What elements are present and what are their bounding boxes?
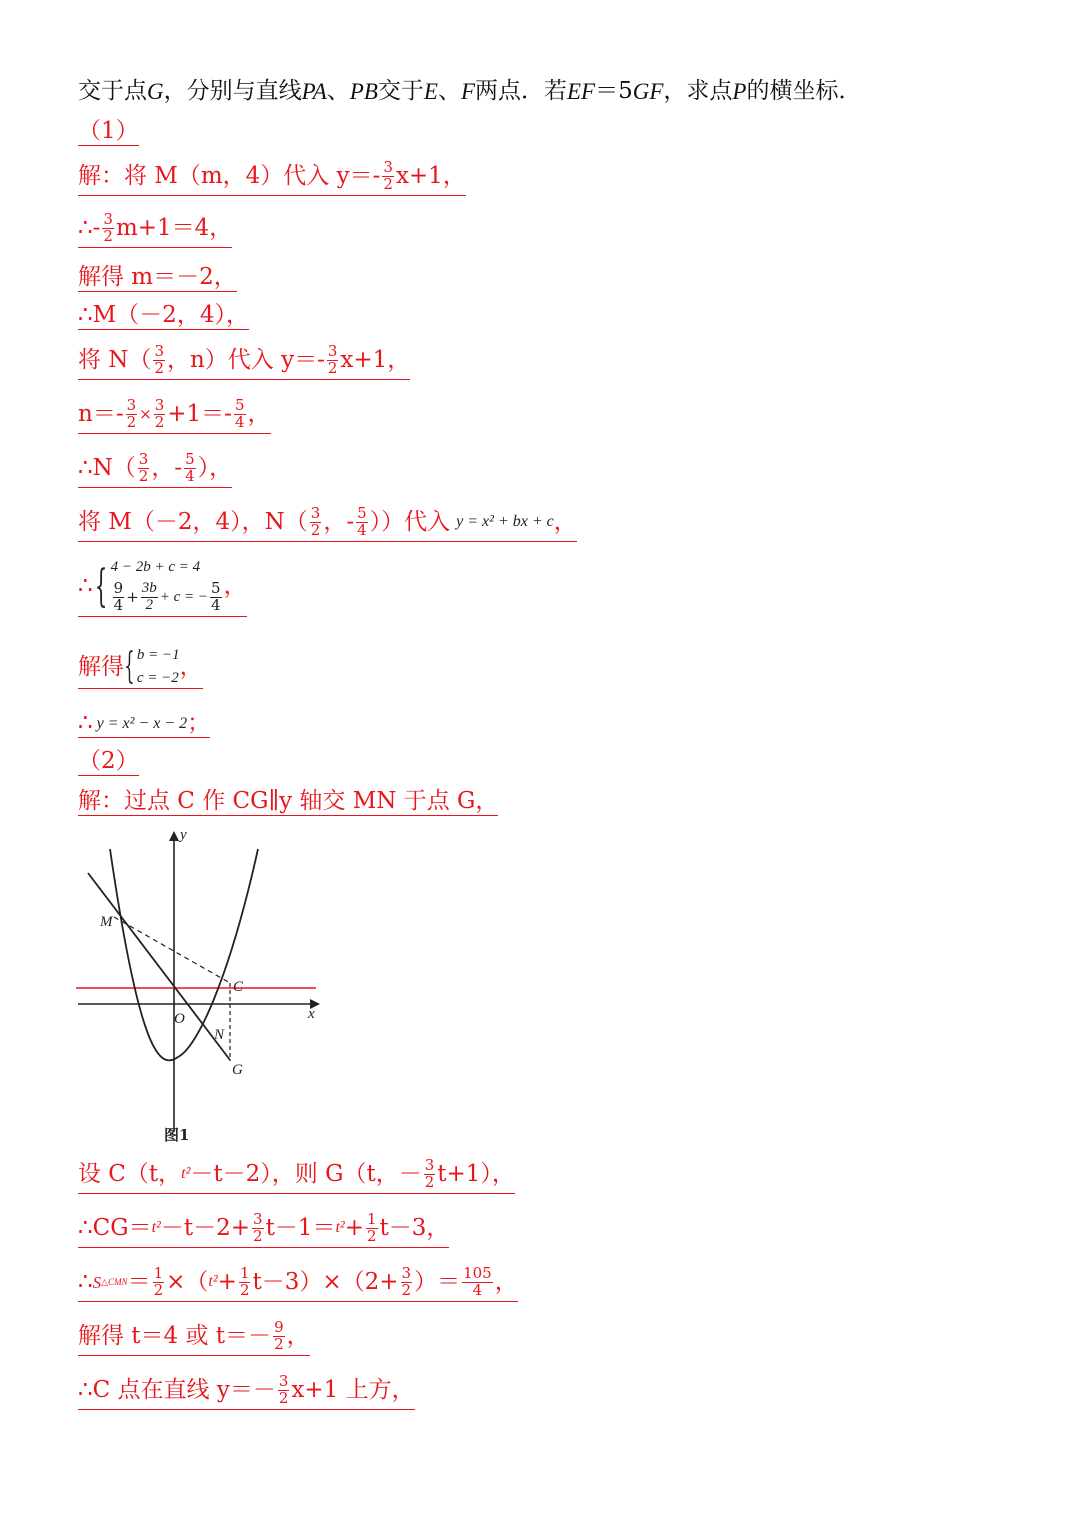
math-expression: t² <box>335 1219 345 1237</box>
brace-icon: { <box>94 560 107 612</box>
text: + <box>217 1268 237 1295</box>
point-g-label: G <box>232 1062 243 1078</box>
figure-1 <box>70 825 330 1145</box>
equation-row: $\frac{9}{4}$ + $\frac{3b}{2}$ + c = − $\frac{5}{4}$ <box>113 579 221 614</box>
solution-line-2 <box>78 212 232 248</box>
problem-intro <box>78 80 861 105</box>
text: （2） <box>78 748 139 774</box>
text: ∴N（ <box>78 454 136 481</box>
solution-line-8 <box>78 506 577 542</box>
text: GF <box>632 79 664 104</box>
text: ∴CG＝ <box>78 1214 152 1241</box>
fraction: $\frac{1}{2}$ <box>366 1210 377 1245</box>
fraction: $\frac{3}{2}$ <box>278 1372 289 1407</box>
y-axis-arrow-icon <box>169 831 179 841</box>
fraction: $\frac{3}{2}$ <box>103 210 113 245</box>
math-expression: y = x² + bx + c <box>456 513 554 531</box>
text: P <box>732 79 747 104</box>
text: ，分别与直线 <box>163 78 302 104</box>
text: －t－2+ <box>160 1214 251 1241</box>
solution-line-6 <box>78 398 271 434</box>
fraction: $\frac{5}{4}$ <box>185 450 195 485</box>
text: 解：将 M（m，4）代入 y＝- <box>78 162 381 189</box>
part2-step-2 <box>78 1212 449 1248</box>
text: × <box>139 404 152 423</box>
text: 解：过点 C 作 CG∥y 轴交 MN 于点 G， <box>78 788 499 814</box>
text: 交于 <box>377 78 424 104</box>
text: t－3）×（2+ <box>252 1268 399 1295</box>
math-expression: t² <box>208 1273 218 1291</box>
equation-system <box>124 648 180 686</box>
text: n＝- <box>78 400 124 427</box>
text: ， <box>494 1268 518 1295</box>
part2-step-1 <box>78 1158 515 1194</box>
part2-step-4 <box>78 1320 310 1356</box>
text: ∴- <box>78 214 101 241</box>
text: ）， <box>197 454 233 481</box>
text: +1＝- <box>167 400 232 427</box>
figure-caption: 图1 <box>164 1126 190 1144</box>
solution-line-9 <box>78 560 247 617</box>
solution-line-4 <box>78 304 249 330</box>
solution-line-7 <box>78 452 232 488</box>
text: ； <box>187 710 211 736</box>
fraction: $\frac{1}{2}$ <box>153 1264 164 1299</box>
text: 将 N（ <box>78 346 152 373</box>
text: t－1＝ <box>265 1214 336 1241</box>
solution-line-3 <box>78 266 237 292</box>
text: ∴M（－2，4）， <box>78 302 249 328</box>
solution-line-10 <box>78 648 203 689</box>
point-m-label: M <box>100 914 113 930</box>
text: ＝ <box>127 1268 151 1295</box>
text: x+1 上方， <box>291 1376 415 1403</box>
math-expression: t² <box>151 1219 161 1237</box>
text: ））代入 <box>369 508 451 535</box>
text: F <box>460 79 475 104</box>
fraction: $\frac{105}{4}$ <box>463 1264 492 1299</box>
line-mn <box>88 873 230 1060</box>
text: ， <box>247 400 271 427</box>
text: ∴ <box>78 1268 93 1295</box>
fraction: $\frac{3}{2}$ <box>401 1264 412 1299</box>
part2-label <box>78 750 139 776</box>
point-c-label: C <box>233 979 244 995</box>
text: 将 M（－2，4），N（ <box>78 508 308 535</box>
brace-icon: { <box>124 646 135 687</box>
parabola-curve <box>110 849 258 1060</box>
equation-row: 4 − 2b + c = 4 <box>110 559 201 575</box>
subscript: △CMN <box>101 1276 128 1287</box>
text: ，- <box>151 454 183 481</box>
text: －t－2），则 G（t，－ <box>190 1160 422 1187</box>
solution-line-5 <box>78 344 410 380</box>
x-label: x <box>308 1006 315 1022</box>
text: 的横坐标． <box>746 78 862 104</box>
fraction: $\frac{5}{4}$ <box>357 504 367 539</box>
text: EF <box>567 79 596 104</box>
fraction: $\frac{3}{2}$ <box>424 1156 435 1191</box>
text: PA <box>301 79 327 104</box>
text: 交于点 <box>78 78 147 104</box>
fraction: $\frac{3}{2}$ <box>327 342 338 377</box>
fraction: $\frac{3}{2}$ <box>310 504 321 539</box>
text: 解得 t＝4 或 t＝－ <box>78 1322 272 1349</box>
equation-row: c = −2 <box>136 670 179 686</box>
fraction: $\frac{3}{2}$ <box>126 396 137 431</box>
text: 两点．若 <box>475 78 567 104</box>
text: x+1， <box>395 162 466 189</box>
fraction: $\frac{3}{2}$ <box>154 342 164 377</box>
text: E <box>423 79 438 104</box>
text: ×（ <box>166 1268 209 1295</box>
text: 、 <box>326 78 350 104</box>
solution-line-11 <box>78 712 210 738</box>
point-n-label: N <box>214 1027 225 1043</box>
part2-step-5 <box>78 1374 415 1410</box>
text: ∴ <box>78 710 93 736</box>
text: ， <box>179 653 203 680</box>
text: t－3， <box>379 1214 450 1241</box>
text: ＝5 <box>595 78 633 104</box>
text: ，求点 <box>663 78 733 104</box>
part2-step-3 <box>78 1266 518 1302</box>
part2-line-1 <box>78 790 498 816</box>
fraction: $\frac{5}{4}$ <box>234 396 245 431</box>
text: （1） <box>78 118 139 144</box>
math-expression: S <box>92 1272 102 1292</box>
solution-line-1 <box>78 160 466 196</box>
text: 解得 <box>78 653 124 680</box>
text: + <box>344 1214 364 1241</box>
text: ，- <box>323 508 355 535</box>
math-expression: t² <box>181 1165 191 1183</box>
fraction: $\frac{3}{2}$ <box>383 158 393 193</box>
text: ， <box>286 1322 310 1349</box>
text: ∴ <box>78 573 93 600</box>
text: ∴C 点在直线 y＝－ <box>78 1376 276 1403</box>
part1-label <box>78 120 139 146</box>
equation-system <box>93 560 224 614</box>
text: x+1， <box>340 346 411 373</box>
text: 解得 m＝－2， <box>78 264 237 290</box>
text: m+1＝4， <box>115 214 233 241</box>
fraction: $\frac{3}{2}$ <box>138 450 149 485</box>
equation-row: b = −1 <box>136 647 180 663</box>
text: G <box>147 79 164 104</box>
math-expression: y = x² − x − 2 <box>96 714 188 732</box>
text: ， <box>223 573 247 600</box>
fraction: $\frac{3}{2}$ <box>253 1210 263 1245</box>
fraction: $\frac{9}{2}$ <box>274 1318 284 1353</box>
text: t+1）， <box>437 1160 515 1187</box>
text: 设 C（t， <box>78 1160 182 1187</box>
text: 、 <box>437 78 461 104</box>
text: ， <box>553 508 577 535</box>
text: ）＝ <box>414 1268 461 1295</box>
fraction: $\frac{1}{2}$ <box>239 1264 250 1299</box>
origin-label: O <box>174 1011 185 1027</box>
text: ，n）代入 y＝- <box>166 346 325 373</box>
y-label: y <box>180 827 187 843</box>
text: PB <box>349 79 378 104</box>
fraction: $\frac{3}{2}$ <box>154 396 165 431</box>
